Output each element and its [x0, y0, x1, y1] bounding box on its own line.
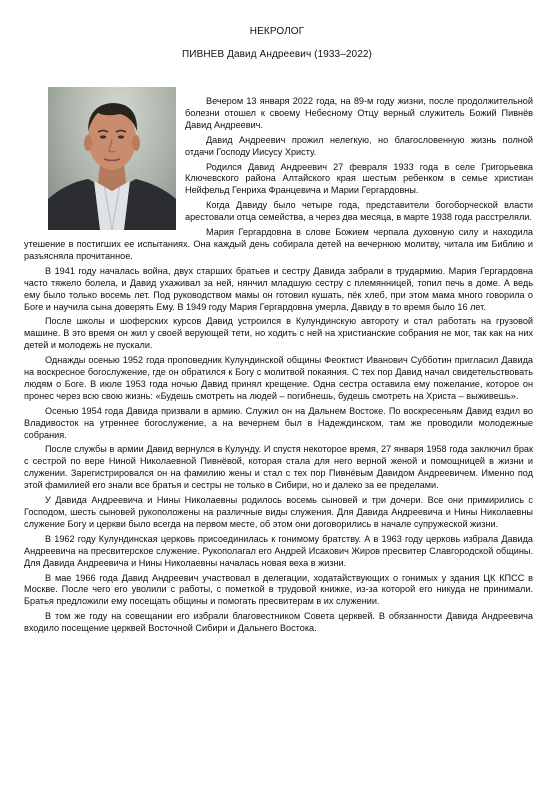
paragraph: В мае 1966 года Давид Андреевич участвовал в делегации, ходатайствующих о гонимых у здания ЦК КПСС в Москве. После чего его уволили с работы, с пометкой в трудовой книжке, из-за которой его никуда не принимали. Братья предложили ему посещать общины и помогать пресвитерам в их служении. [24, 572, 533, 607]
paragraph: Давид Андреевич прожил нелегкую, но благословенную жизнь полной отдачи Господу Иисусу Христу. [185, 134, 533, 157]
obituary-body [24, 96, 533, 638]
paragraph: У Давида Андреевича и Нины Николаевны родилось восемь сыновей и три дочери. Все они примирились с Господом, шесть сыновей рукоположены на различные виды служения. Для Давида Андреевича и Нины Николаевны служение Богу и церкви было всегда на первом месте, об этом они договорились в начале супружеской жизни. [24, 495, 533, 529]
paragraph: Осенью 1954 года Давида призвали в армию. Служил он на Дальнем Востоке. По воскресеньям Давид ездил во Владивосток на утреннее богослужение, а на вечернем был в Надеждинском, там же проводили молодежные собрания. [24, 405, 533, 440]
paragraph: В 1941 году началась война, двух старших братьев и сестру Давида забрали в трудармию. Мария Гергардовна часто тяжело болела, и Давид ухаживал за ней, нянчил младшую сестру с племянницей, топил печь в доме. А ведь ему было только восемь лет. Под руководством мамы он готовил кушать, пёк хлеб, при этом мама много говорила о Боге и научила сына доверять Ему. В 1949 году Мария Гергардовна умерла, Давиду в то время было 16 лет. [24, 265, 533, 312]
paragraph: После службы в армии Давид вернулся в Кулунду. И спустя некоторое время, 27 января 1958 года заключил брак с сестрой по вере Ниной Николаевной Пивнёвой, которая стала для него верной женой и помощницей в жизни и служении. Зарегистрировался он на фамилию жены и стал с тех пор Пивнёвым Давидом Андреевичем. Именно под этой фамилией его знали все братья и сестры не только в Сибири, но и далеко за ее пределами. [24, 444, 533, 491]
paragraph: Однажды осенью 1952 года проповедник Кулундинской общины Феоктист Иванович Субботин пригласил Давида на воскресное богослужение, где он обратился к Богу с молитвой покаяния. С тех пор Давид начал свидетельствовать людям о Боге. В июле 1953 года ночью Давид принял крещение. Одна сестра оставила ему пожелание, которое он пронес через всю свою жизнь: «Будешь смотреть на людей – погибнешь, будешь смотреть на Христа – выживешь». [24, 355, 533, 401]
paragraph: Вечером 13 января 2022 года, на 89-м году жизни, после продолжительной болезни отошел к своему Небесному Отцу верный служитель Божий Пивнёв Давид Андреевич. [185, 96, 533, 130]
paragraph: В 1962 году Кулундинская церковь присоединилась к гонимому братству. А в 1963 году церковь избрала Давида Андреевича на пресвитерское служение. Рукополагал его Андрей Исакович Жиров пресвитер Славгородской общины. Для Давида Андреевича и Нины Николаевны началась новая веха в жизни. [24, 533, 533, 568]
photo-float-spacer [24, 96, 185, 237]
paragraph: После школы и шоферских курсов Давид устроился в Кулундинскую автороту и стал работать на грузовой машине. В это время он жил у своей верующей тети, но ходить с ней на христианские собрания не мог, так как на них детей и молодежь не пускали. [24, 316, 533, 351]
paragraph: Родился Давид Андреевич 27 февраля 1933 года в селе Григорьевка Ключевского района Алтайского края шестым ребенком в семье христиан Нейфельд Генриха Францевича и Марии Гергардовны. [185, 161, 533, 196]
paragraph: В том же году на совещании его избрали благовестником Совета церквей. В обязанности Давида Андреевича входило посещение церквей Восточной Сибири и Дальнего Востока. [24, 611, 533, 634]
document-subtitle: ПИВНЕВ Давид Андреевич (1933–2022) [182, 49, 372, 60]
paragraph: Когда Давиду было четыре года, представители богоборческой власти арестовали отца семейства, а через два месяца, в марте 1938 года расстреляли. [185, 200, 533, 223]
paragraph: Мария Гергардовна в слове Божием черпала духовную силу и находила утешение в постигших ее испытаниях. Она каждый день собирала детей на вечернюю молитву, читала им Библию и разъясняла прочитанное. [24, 227, 533, 261]
document-title: НЕКРОЛОГ [249, 26, 305, 37]
